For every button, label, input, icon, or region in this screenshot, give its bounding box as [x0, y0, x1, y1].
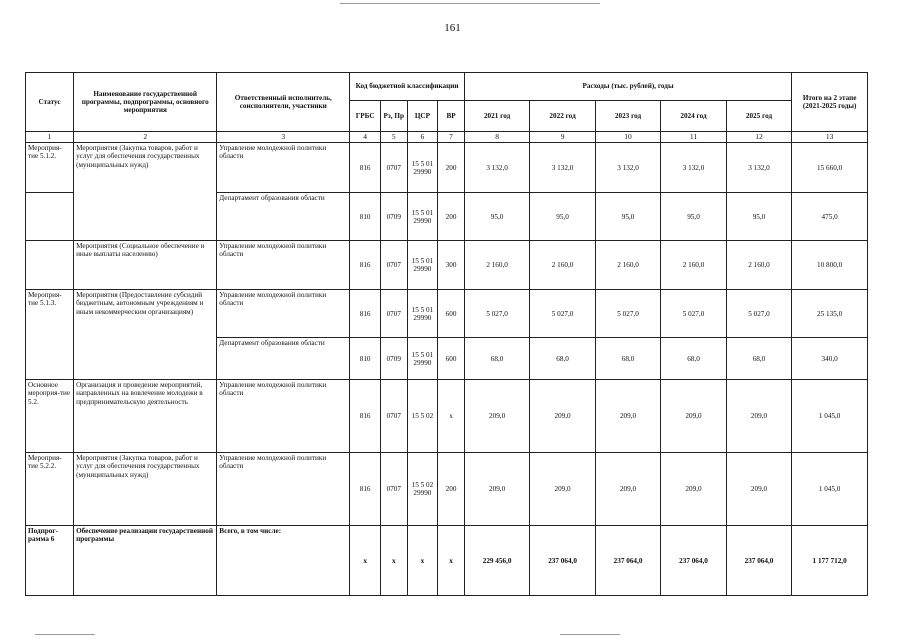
scan-artifact-bottom-right — [560, 634, 620, 635]
cell-executor: Департамент образования области — [217, 338, 350, 380]
cell-name: Мероприятия (Закупка товаров, работ и услуг для обеспечения государственных (муниципальных нужд) — [74, 453, 217, 526]
cell-2021: 5 027,0 — [464, 290, 529, 338]
col-index: 1 — [26, 132, 74, 143]
cell-grbs: 816 — [350, 380, 381, 453]
header-2023: 2023 год — [595, 101, 660, 132]
cell-2022: 209,0 — [530, 453, 595, 526]
cell-name: Обеспечение реализации государственной программы — [74, 526, 217, 596]
cell-total: 1 045,0 — [792, 380, 868, 453]
cell-2025: 95,0 — [726, 193, 792, 241]
cell-2023: 209,0 — [595, 380, 660, 453]
cell-2023: 209,0 — [595, 453, 660, 526]
cell-name: Мероприятия (Предоставление субсидий бюджетным, автономным учреждениям и иным некоммерческим организациям) — [74, 290, 217, 380]
cell-2025: 3 132,0 — [726, 143, 792, 193]
cell-total: 1 177 712,0 — [792, 526, 868, 596]
header-expenses: Расходы (тыс. рублей), годы — [464, 73, 791, 101]
col-index: 13 — [792, 132, 868, 143]
cell-2022: 2 160,0 — [530, 241, 595, 290]
cell-2021: 229 456,0 — [464, 526, 529, 596]
table-row — [26, 143, 868, 193]
cell-2023: 2 160,0 — [595, 241, 660, 290]
header-bcc: Код бюджетной классификации — [350, 73, 465, 101]
cell-vr: х — [438, 526, 465, 596]
header-2024: 2024 год — [661, 101, 726, 132]
cell-2024: 68,0 — [661, 338, 726, 380]
cell-vr: 600 — [438, 290, 465, 338]
page-number: 161 — [444, 22, 461, 34]
cell-rzpr: 0707 — [380, 143, 407, 193]
cell-grbs: 816 — [350, 290, 381, 338]
header-total: Итого на 2 этапе (2021-2025 годы) — [792, 73, 868, 132]
cell-2024: 2 160,0 — [661, 241, 726, 290]
cell-2023: 68,0 — [595, 338, 660, 380]
cell-2021: 209,0 — [464, 380, 529, 453]
cell-2025: 209,0 — [726, 453, 792, 526]
cell-grbs: 816 — [350, 453, 381, 526]
table-row — [26, 453, 868, 526]
cell-2021: 2 160,0 — [464, 241, 529, 290]
cell-csr: 15 5 02 — [407, 380, 438, 453]
cell-total: 10 800,0 — [792, 241, 868, 290]
cell-vr: 600 — [438, 338, 465, 380]
cell-2024: 209,0 — [661, 453, 726, 526]
cell-status: Подпрог-рамма 6 — [26, 526, 74, 596]
cell-total: 475,0 — [792, 193, 868, 241]
cell-status — [26, 193, 74, 241]
cell-2023: 237 064,0 — [595, 526, 660, 596]
cell-grbs: 810 — [350, 193, 381, 241]
cell-executor: Департамент образования области — [217, 193, 350, 241]
col-index: 4 — [350, 132, 381, 143]
cell-csr: 15 5 01 29990 — [407, 338, 438, 380]
cell-status: Мероприя-тие 5.1.2. — [26, 143, 74, 193]
cell-2025: 237 064,0 — [726, 526, 792, 596]
cell-status: Мероприя-тие 5.2.2. — [26, 453, 74, 526]
cell-2021: 3 132,0 — [464, 143, 529, 193]
col-index: 8 — [464, 132, 529, 143]
cell-status: Мероприя-тие 5.1.3. — [26, 290, 74, 380]
cell-2024: 3 132,0 — [661, 143, 726, 193]
cell-2022: 3 132,0 — [530, 143, 595, 193]
budget-table — [25, 72, 868, 596]
cell-csr: 15 5 01 29990 — [407, 241, 438, 290]
cell-vr: х — [438, 380, 465, 453]
header-rzpr: Рз, Пр — [380, 101, 407, 132]
cell-2023: 5 027,0 — [595, 290, 660, 338]
cell-grbs: х — [350, 526, 381, 596]
cell-rzpr: 0707 — [380, 453, 407, 526]
cell-rzpr: х — [380, 526, 407, 596]
table-row — [26, 380, 868, 453]
cell-csr: 15 5 01 29990 — [407, 193, 438, 241]
cell-name: Организация и проведение мероприятий, направленных на вовлечение молодежи в предпринимательскую деятельность — [74, 380, 217, 453]
table-row-subprogram — [26, 526, 868, 596]
cell-2024: 209,0 — [661, 380, 726, 453]
header-2022: 2022 год — [530, 101, 595, 132]
cell-rzpr: 0709 — [380, 193, 407, 241]
cell-2021: 68,0 — [464, 338, 529, 380]
cell-vr: 200 — [438, 143, 465, 193]
cell-total: 15 660,0 — [792, 143, 868, 193]
col-index: 12 — [726, 132, 792, 143]
scan-artifact-top — [340, 3, 600, 4]
cell-grbs: 816 — [350, 143, 381, 193]
cell-executor: Всего, в том числе: — [217, 526, 350, 596]
col-index: 5 — [380, 132, 407, 143]
cell-2025: 209,0 — [726, 380, 792, 453]
cell-2023: 3 132,0 — [595, 143, 660, 193]
cell-total: 1 045,0 — [792, 453, 868, 526]
cell-csr: 15 5 01 29990 — [407, 143, 438, 193]
cell-2022: 209,0 — [530, 380, 595, 453]
cell-vr: 200 — [438, 193, 465, 241]
header-grbs: ГРБС — [350, 101, 381, 132]
cell-rzpr: 0707 — [380, 241, 407, 290]
cell-executor: Управление молодежной политики области — [217, 241, 350, 290]
cell-csr: х — [407, 526, 438, 596]
cell-2021: 95,0 — [464, 193, 529, 241]
cell-2025: 68,0 — [726, 338, 792, 380]
cell-rzpr: 0707 — [380, 290, 407, 338]
col-index: 10 — [595, 132, 660, 143]
cell-name: Мероприятия (Закупка товаров, работ и услуг для обеспечения государственных (муниципальных нужд) — [74, 143, 217, 241]
col-index: 9 — [530, 132, 595, 143]
cell-executor: Управление молодежной политики области — [217, 143, 350, 193]
header-executor: Ответственный исполнитель, соисполнители, участники — [217, 73, 350, 132]
header-vr: ВР — [438, 101, 465, 132]
cell-2022: 68,0 — [530, 338, 595, 380]
cell-status — [26, 241, 74, 290]
cell-executor: Управление молодежной политики области — [217, 380, 350, 453]
cell-2022: 5 027,0 — [530, 290, 595, 338]
cell-csr: 15 5 02 29990 — [407, 453, 438, 526]
cell-grbs: 810 — [350, 338, 381, 380]
col-index: 3 — [217, 132, 350, 143]
cell-2024: 5 027,0 — [661, 290, 726, 338]
scan-artifact-bottom-left — [35, 634, 95, 635]
cell-vr: 200 — [438, 453, 465, 526]
cell-2024: 237 064,0 — [661, 526, 726, 596]
cell-2025: 5 027,0 — [726, 290, 792, 338]
cell-2022: 95,0 — [530, 193, 595, 241]
cell-rzpr: 0707 — [380, 380, 407, 453]
cell-executor: Управление молодежной политики области — [217, 290, 350, 338]
cell-csr: 15 5 01 29990 — [407, 290, 438, 338]
col-index: 6 — [407, 132, 438, 143]
header-status: Статус — [26, 73, 74, 132]
cell-executor: Управление молодежной политики области — [217, 453, 350, 526]
cell-status: Основное мероприя-тие 5.2. — [26, 380, 74, 453]
cell-2024: 95,0 — [661, 193, 726, 241]
cell-grbs: 816 — [350, 241, 381, 290]
table-row — [26, 290, 868, 338]
col-index: 7 — [438, 132, 465, 143]
header-csr: ЦСР — [407, 101, 438, 132]
cell-total: 25 135,0 — [792, 290, 868, 338]
header-program-name: Наименование государственной программы, подпрограммы, основного мероприятия — [74, 73, 217, 132]
cell-vr: 300 — [438, 241, 465, 290]
col-index: 2 — [74, 132, 217, 143]
cell-2021: 209,0 — [464, 453, 529, 526]
header-2021: 2021 год — [464, 101, 529, 132]
cell-total: 340,0 — [792, 338, 868, 380]
cell-2025: 2 160,0 — [726, 241, 792, 290]
cell-rzpr: 0709 — [380, 338, 407, 380]
cell-2023: 95,0 — [595, 193, 660, 241]
col-index: 11 — [661, 132, 726, 143]
header-2025: 2025 год — [726, 101, 792, 132]
column-index-row — [26, 132, 868, 143]
table-row — [26, 241, 868, 290]
cell-2022: 237 064,0 — [530, 526, 595, 596]
cell-name: Мероприятия (Социальное обеспечение и иные выплаты населению) — [74, 241, 217, 290]
